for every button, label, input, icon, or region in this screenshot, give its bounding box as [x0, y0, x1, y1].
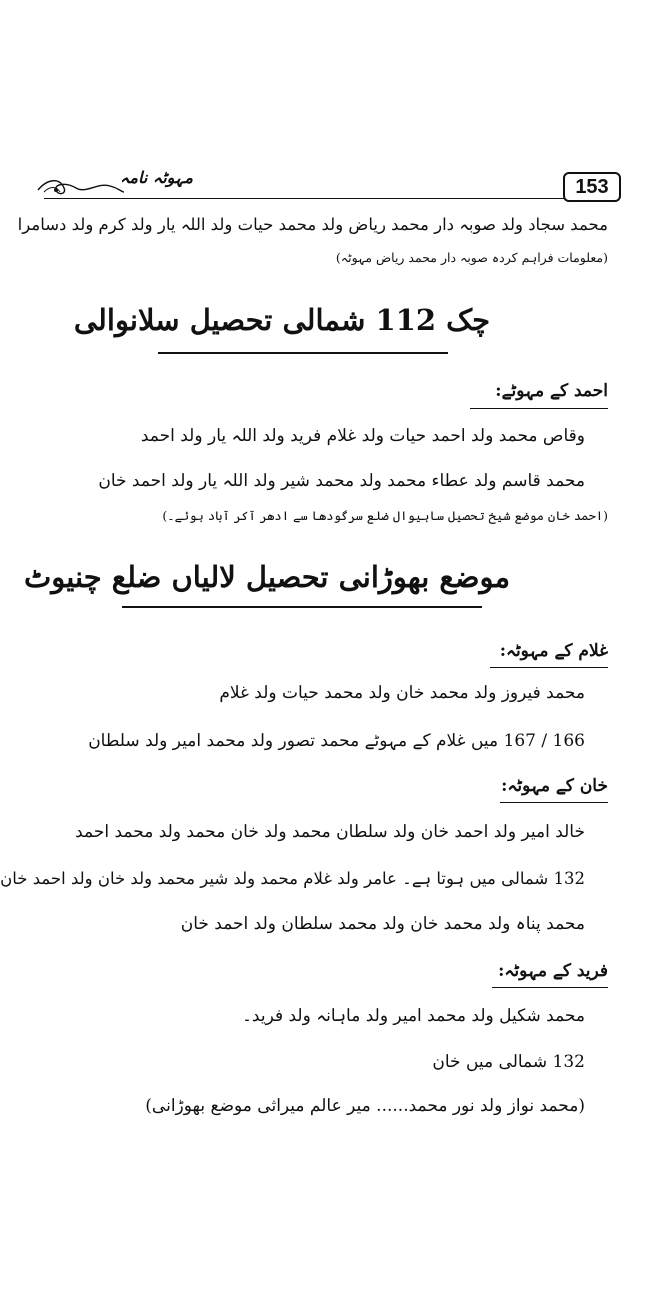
origin-note: (احمد خان موضع شیخ تحصیل ساہیوال ضلع سرگودھا سے ادھر آکر آباد ہوئے۔) — [162, 508, 608, 523]
lineage-line: خالد امیر ولد احمد خان ولد سلطان محمد ولد خان محمد ولد محمد احمد — [75, 822, 585, 842]
subheading-underline — [500, 802, 608, 803]
ornament-flourish-icon — [36, 176, 126, 198]
source-note: (معلومات فراہم کردہ صوبہ دار محمد ریاض مہوٹہ) — [335, 250, 608, 265]
subheading-underline — [470, 408, 608, 409]
subheading-underline — [490, 667, 608, 668]
lineage-line: 132 شمالی میں خان — [432, 1052, 585, 1072]
lineage-line: محمد فیروز ولد محمد خان ولد محمد حیات ولد غلام — [219, 683, 585, 703]
subheading-khan: خان کے مہوٹہ: — [501, 776, 608, 796]
subheading-underline — [492, 987, 608, 988]
header-rule — [44, 198, 564, 199]
page-number: 153 — [563, 172, 621, 202]
lineage-line: محمد قاسم ولد عطاء محمد ولد محمد شیر ولد اللہ یار ولد احمد خان — [98, 471, 585, 491]
subheading-farid: فرید کے مہوٹہ: — [498, 961, 608, 981]
lineage-line: محمد شکیل ولد محمد امیر ولد ماہانہ ولد فرید۔ — [241, 1006, 585, 1026]
heading-underline — [122, 606, 482, 608]
source-note: (محمد نواز ولد نور محمد...... میر عالم میراثی موضع بھوڑانی) — [145, 1096, 585, 1116]
book-title: مہوٹہ نامہ — [120, 168, 193, 187]
lineage-line: 132 شمالی میں ہوتا ہے۔ عامر ولد غلام محمد ولد شیر محمد ولد خان ولد احمد خان — [0, 869, 585, 888]
section-heading: چک 112 شمالی تحصیل سلانوالی — [73, 303, 490, 337]
subheading-ghulam: غلام کے مہوٹہ: — [499, 641, 608, 661]
lineage-line: محمد پناہ ولد محمد خان ولد محمد سلطان ولد احمد خان — [180, 914, 585, 934]
section-heading: موضع بھوڑانی تحصیل لالیاں ضلع چنیوٹ — [23, 560, 510, 594]
lineage-line: 166 / 167 میں غلام کے مہوٹے محمد تصور ولد محمد امیر ولد سلطان — [88, 731, 585, 751]
heading-underline — [158, 352, 448, 354]
lineage-line: محمد سجاد ولد صوبہ دار محمد ریاض ولد محمد حیات ولد اللہ یار ولد کرم ولد دسامرا — [17, 215, 608, 234]
subheading-ahmad: احمد کے مہوٹے: — [495, 381, 608, 401]
lineage-line: وقاص محمد ولد احمد حیات ولد غلام فرید ولد اللہ یار ولد احمد — [140, 426, 585, 446]
